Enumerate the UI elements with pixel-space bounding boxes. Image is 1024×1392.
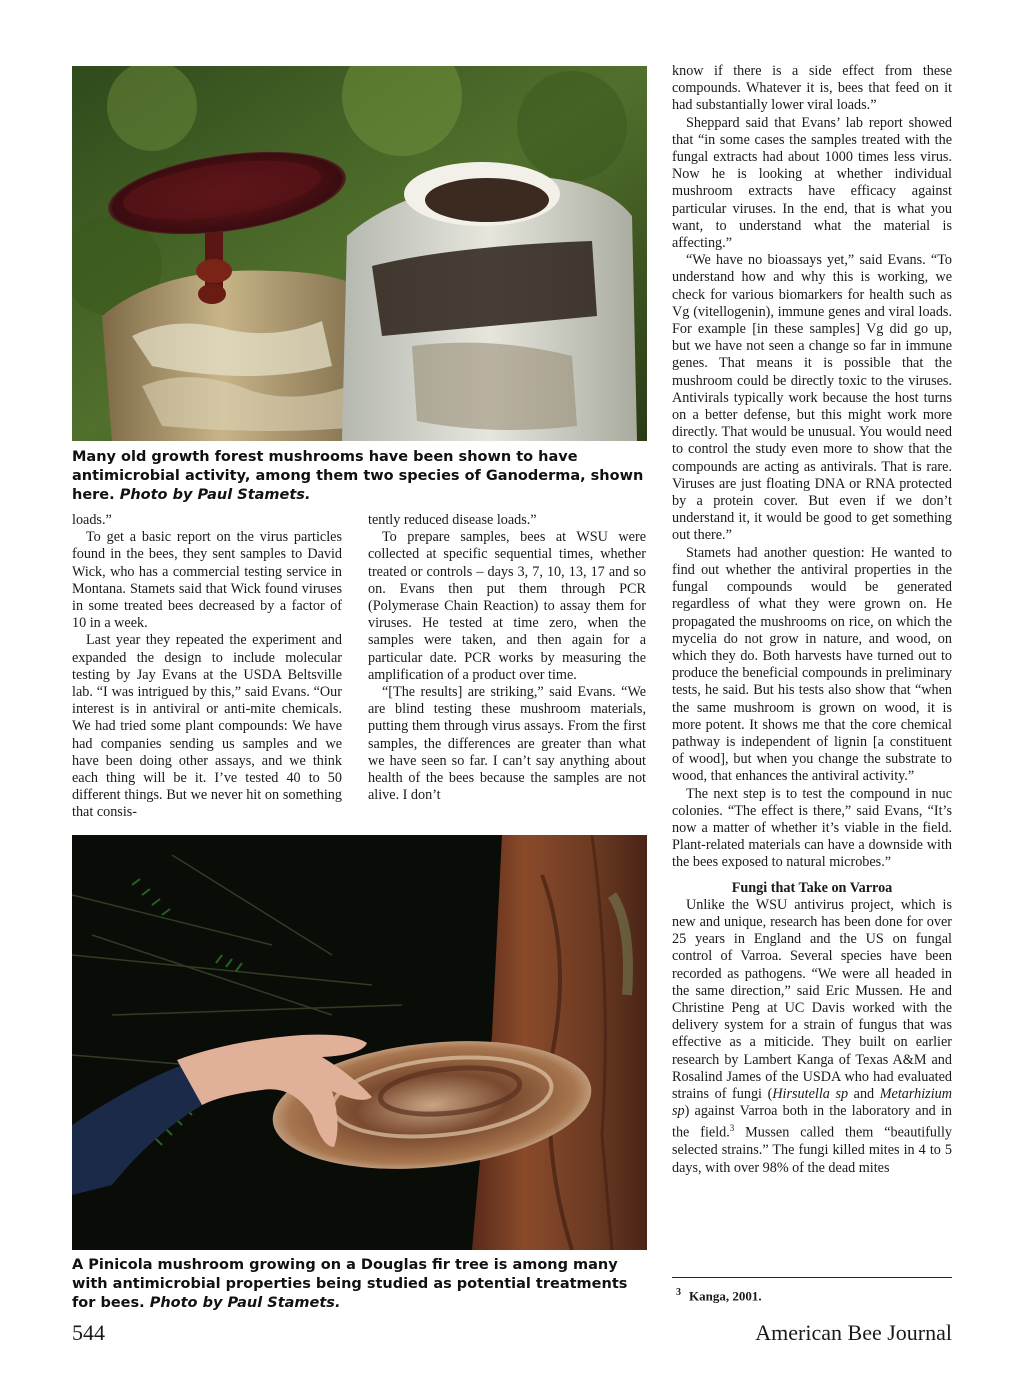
column-1 xyxy=(72,512,342,822)
paragraph: Last year they repeated the experiment and expanded the design to include molecular testing by Jay Evans at the USDA Beltsville lab. “I was intrigued by this,” said Evans. “Our interest is in antiviral or anti-mite chemicals. We had tried some plant compounds: We have had companies sending us samples and we have been doing other assays, and we think each thing will be it. I’ve tested 40 to 50 different things. But we never hit on something that consis- xyxy=(72,632,342,821)
paragraph: “[The results] are striking,” said Evans. “We are blind testing these mushroom materials, putting them through virus assays. From the first samples, the differences are greater than what we have seen so far. I can’t say anything about health of the bees because the samples are not alive. I don’t xyxy=(368,684,646,804)
column-2 xyxy=(368,512,646,804)
caption-bottom xyxy=(72,1256,650,1313)
footnote xyxy=(676,1287,762,1304)
text-run: Unlike the WSU antivirus project, which is new and unique, research has been done for over 25 years in England and the US on fungal control of Varroa. Several species have been recorded as pathogens. “We were all headed in the same direction,” said Eric Mussen. He and Christine Peng at UC Davis worked with the delivery system for a strain of fungus that was effective as a miticide. They built on earlier research by Lambert Kanga of Texas A&M and Rosalind James of the USDA who had evaluated strains of fungi ( xyxy=(672,896,952,1102)
footnote-text: Kanga, 2001. xyxy=(689,1288,762,1304)
ganoderma-image xyxy=(72,66,647,441)
species-name: Metarhizium sp xyxy=(672,1085,952,1120)
footnote-rule xyxy=(672,1277,952,1278)
text-run: ) against Varroa both in the laboratory and in the field. xyxy=(672,1103,952,1142)
paragraph xyxy=(672,897,952,1177)
section-heading: Fungi that Take on Varroa xyxy=(731,879,893,896)
column-3 xyxy=(672,63,952,1177)
species-name: Hirsutella sp xyxy=(772,1085,849,1102)
paragraph: To get a basic report on the virus particles found in the bees, they sent samples to David Wick, who has a commercial testing service in Montana. Stamets said that Wick found viruses in some treated bees decreased by a factor of 10 in a week. xyxy=(72,529,342,632)
paragraph: tently reduced disease loads.” xyxy=(368,512,537,528)
paragraph: Stamets had another question: He wanted to find out whether the antiviral properties in the fungal compounds would be generated regardless of what they were grown on. He propagated the mushrooms on rice, on which the mycelia do not grow in nature, and wood, on which they do. Both harvests have turned out to produce the beneficial compounds in preliminary tests, he said. But his tests also show that “when the same mushroom is grown on wood, it is more potent. It shows me that the core chemical pathway is independent of lignin [a constituent of wood], but when you change the substrate to wood, that enhances the antiviral activity.” xyxy=(672,544,952,785)
paragraph: Sheppard said that Evans’ lab report showed that “in some cases the samples treated with the fungal extracts had about 1000 times less virus. Now he is looking at whether individual mushroom extracts have efficacy against particular viruses. In the end, that is what you want, to understand what the material is affecting.” xyxy=(672,114,952,252)
page-number: 544 xyxy=(72,1320,105,1345)
pinicola-image xyxy=(72,835,647,1250)
caption-bottom-text: A Pinicola mushroom growing on a Douglas fir tree is among many with antimicrobial properties being studied as potential treatments for bees. xyxy=(72,1257,628,1311)
paragraph: The next step is to test the compound in nuc colonies. “The effect is there,” said Evans, “It’s now a matter of whether it’s viable in the field. Plant-related materials can have a downside with the bees exposed to natural microbes.” xyxy=(672,785,952,871)
journal-name: American Bee Journal xyxy=(755,1320,952,1345)
caption-top xyxy=(72,448,650,505)
caption-top-text: Many old growth forest mushrooms have been shown to have antimicrobial activity, among them two species of Ganoderma, shown here. xyxy=(72,449,644,503)
paragraph: know if there is a side effect from these compounds. Whatever it is, bees that feed on it had substantially lower viral loads.” xyxy=(672,63,952,114)
photo-pinicola xyxy=(72,835,647,1250)
paragraph: To prepare samples, bees at WSU were collected at specific sequential times, whether treated or controls – days 3, 7, 10, 13, 17 and so on. Evans then put them through PCR (Polymerase Chain Reaction) to assay them for viruses. He tested at time zero, when the samples were taken, and then again for a particular date. PCR works by measuring the amplification of a product over time. xyxy=(368,529,646,683)
footnote-marker[interactable]: 3 xyxy=(729,1123,735,1134)
footnote-mark: 3 xyxy=(676,1287,681,1298)
paragraph: “We have no bioassays yet,” said Evans. “To understand how and why this is working, we check for various biomarkers for health such as Vg (vitellogenin), immune genes and viral loads. For example [in these samples] Vg did go up, but we have not seen a change so far in immune genes. That means it is possible that the mushroom could be directly toxic to the viruses. Antivirals typically work because the host turns on a better defense, but this might work more directly. That would be unusual. You would need to control the study even more to show that the compounds are acting as antivirals. That is rare. Viruses are just floating DNA or RNA protected by a protein cover. But even if we don’t understand it, it would be good to get something out there.” xyxy=(672,252,952,544)
photo-ganoderma xyxy=(72,66,647,441)
caption-bottom-credit: Photo by Paul Stamets. xyxy=(149,1295,341,1311)
text-run: Mussen called them “beautifully selected strains.” The fungi killed mites in 4 to 5 days, with over 98% of the dead mites xyxy=(672,1125,952,1176)
paragraph: loads.” xyxy=(72,512,112,528)
text-run: and xyxy=(848,1085,880,1102)
caption-top-credit: Photo by Paul Stamets. xyxy=(119,487,311,503)
